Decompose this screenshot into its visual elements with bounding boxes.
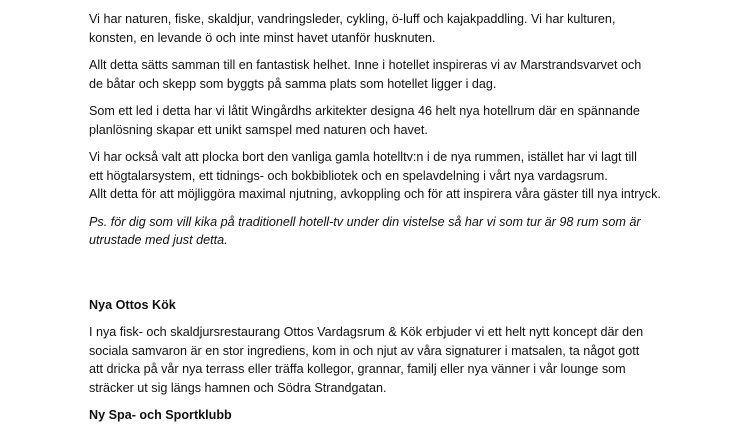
section-heading-ottos-kok: Nya Ottos Kök [89, 297, 176, 312]
text-line: Vi har också valt att plocka bort den vanliga gamla hotelltv:n i de nya rummen, istället har vi lagt till [89, 150, 637, 164]
text-line: de båtar och skepp som byggts på samma plats som hotellet ligger i dag. [89, 76, 497, 91]
paragraph-nature [89, 10, 689, 47]
text-line: sociala samvaron är en stor ingrediens, kom in och njut av våra signaturer i matsalen, ta något gott [89, 343, 640, 358]
text-line: utrustade med just detta. [89, 233, 228, 247]
text-line: att dricka på vår nya terrass eller träffa kollegor, grannar, familj eller nya vänner i vår lounge som [89, 362, 626, 376]
paragraph-no-tv [89, 148, 689, 204]
section-heading-spa-sportklubb: Ny Spa- och Sportklubb [89, 408, 232, 422]
text-line: planlösning skapar ett unikt samspel med naturen och havet. [89, 122, 428, 137]
text-line: Som ett led i detta har vi låtit Wingårdhs arkitekter designa 46 helt nya hotellrum där en spännande [89, 104, 640, 118]
paragraph-architects [89, 102, 689, 139]
paragraph-ottos-kok [89, 323, 689, 397]
text-line: Allt detta sätts samman till en fantastisk helhet. Inne i hotellet inspireras vi av Marstrandsvarvet och [89, 58, 642, 72]
text-line: sträcker ut sig längs hamnen och Södra Strandgatan. [89, 380, 387, 395]
paragraph-ps-note [89, 213, 689, 250]
text-line: Ps. för dig som vill kika på traditionell hotell-tv under din vistelse så har vi som tur är 98 rum som är [89, 214, 641, 229]
text-line: konsten, en levande ö och inte minst havet utanför husknuten. [89, 30, 436, 45]
document-page [89, 10, 689, 425]
text-line: Allt detta för att möjliggöra maximal njutning, avkoppling och för att inspirera våra gäster till nya intryck. [89, 187, 661, 201]
paragraph-hotel-whole [89, 56, 689, 93]
text-line: I nya fisk- och skaldjursrestaurang Ottos Vardagsrum & Kök erbjuder vi ett helt nytt koncept där den [89, 325, 644, 339]
text-line: Vi har naturen, fiske, skaldjur, vandringsleder, cykling, ö-luff och kajakpaddling. Vi har kulturen, [89, 12, 616, 26]
text-line: ett högtalarsystem, ett tidnings- och bokbibliotek och en spelavdelning i vårt nya vardagsrum. [89, 168, 608, 183]
